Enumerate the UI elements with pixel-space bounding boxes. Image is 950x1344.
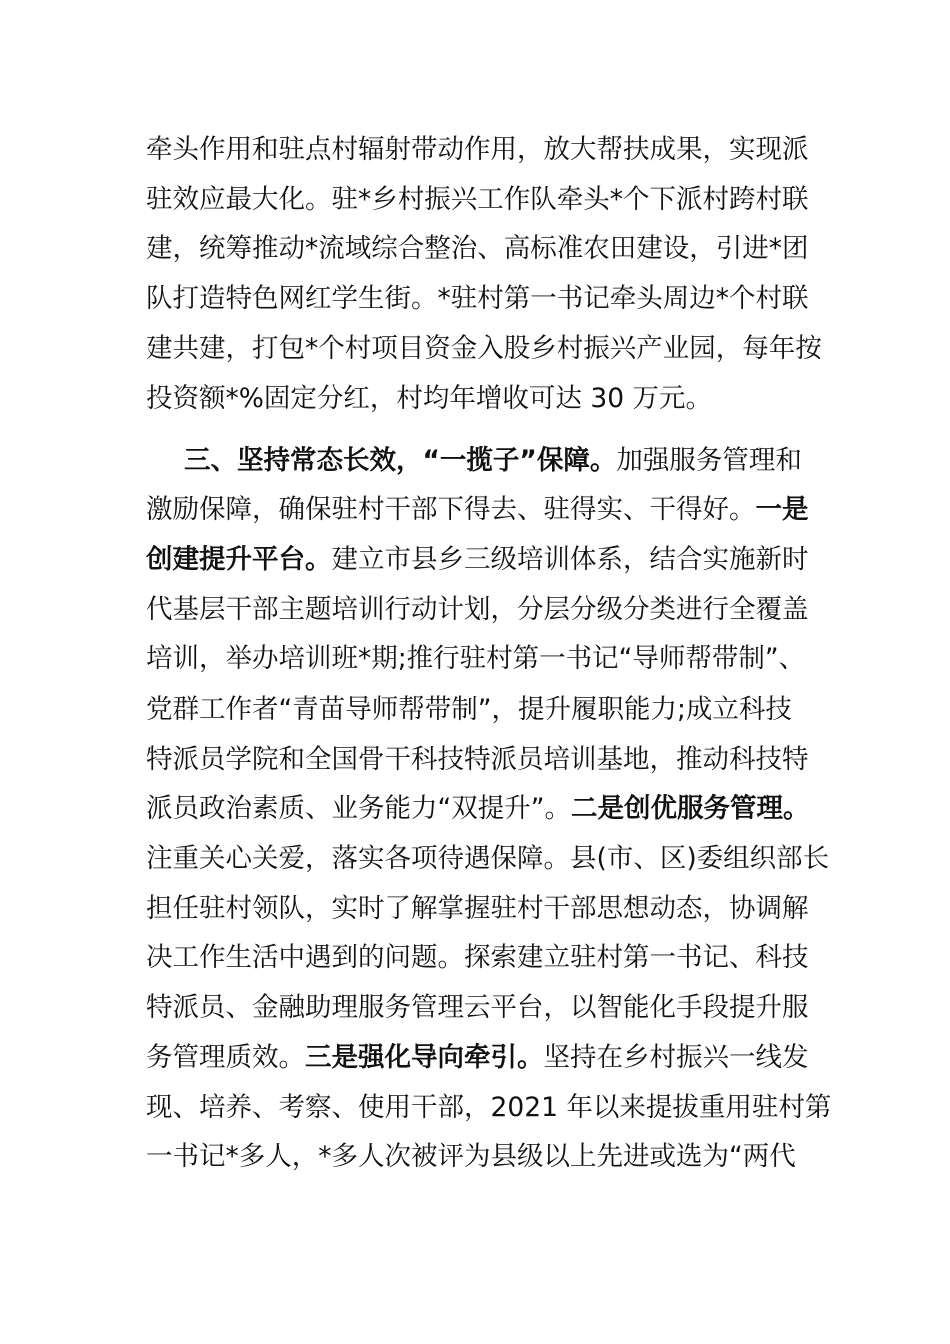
text-line: 特派员学院和全国骨干科技特派员培训基地，推动科技特 [146,744,809,775]
text-line: 建，统筹推动*流域综合整治、高标准农田建设，引进*团 [146,233,809,264]
text-line: 务管理质效。三是强化导向牵引。坚持在乡村振兴一线发 [146,1042,809,1073]
text-line: 特派员、金融助理服务管理云平台，以智能化手段提升服 [146,992,809,1023]
text-line: 代基层干部主题培训行动计划，分层分级分类进行全覆盖 [146,594,809,625]
text-line: 现、培养、考察、使用干部，2021 年以来提拔重用驻村第 [146,1092,832,1123]
text-line: 投资额*%固定分红，村均年增收可达 30 万元。 [146,383,712,414]
text-line: 驻效应最大化。驻*乡村振兴工作队牵头*个下派村跨村联 [146,184,809,215]
text-line: 激励保障，确保驻村干部下得去、驻得实、干得好。一是 [146,494,809,525]
section-heading: 三、坚持常态长效，“一揽子”保障。 [184,445,617,476]
text-line: 决工作生活中遇到的问题。探索建立驻村第一书记、科技 [146,942,809,973]
text-line: 担任驻村领队，实时了解掌握驻村干部思想动态，协调解 [146,893,809,924]
text-line: 三、坚持常态长效，“一揽子”保障。加强服务管理和 [184,445,802,476]
text-line: 建共建，打包*个村项目资金入股乡村振兴产业园，每年按 [146,333,822,364]
text-line: 党群工作者“青苗导师帮带制”，提升履职能力;成立科技 [146,694,792,725]
text-line: 一书记*多人，*多人次被评为县级以上先进或选为“两代 [146,1141,796,1172]
text-line: 注重关心关爱，落实各项待遇保障。县(市、区)委组织部长 [146,843,830,874]
text-line: 培训，举办培训班*期;推行驻村第一书记“导师帮带制”、 [146,643,806,674]
text-line: 创建提升平台。建立市县乡三级培训体系，结合实施新时 [146,544,809,575]
text-line: 队打造特色网红学生街。*驻村第一书记牵头周边*个村联 [146,283,809,314]
text-line: 牵头作用和驻点村辐射带动作用，放大帮扶成果，实现派 [146,134,809,165]
text-line: 派员政治素质、业务能力“双提升”。二是创优服务管理。 [146,793,810,824]
